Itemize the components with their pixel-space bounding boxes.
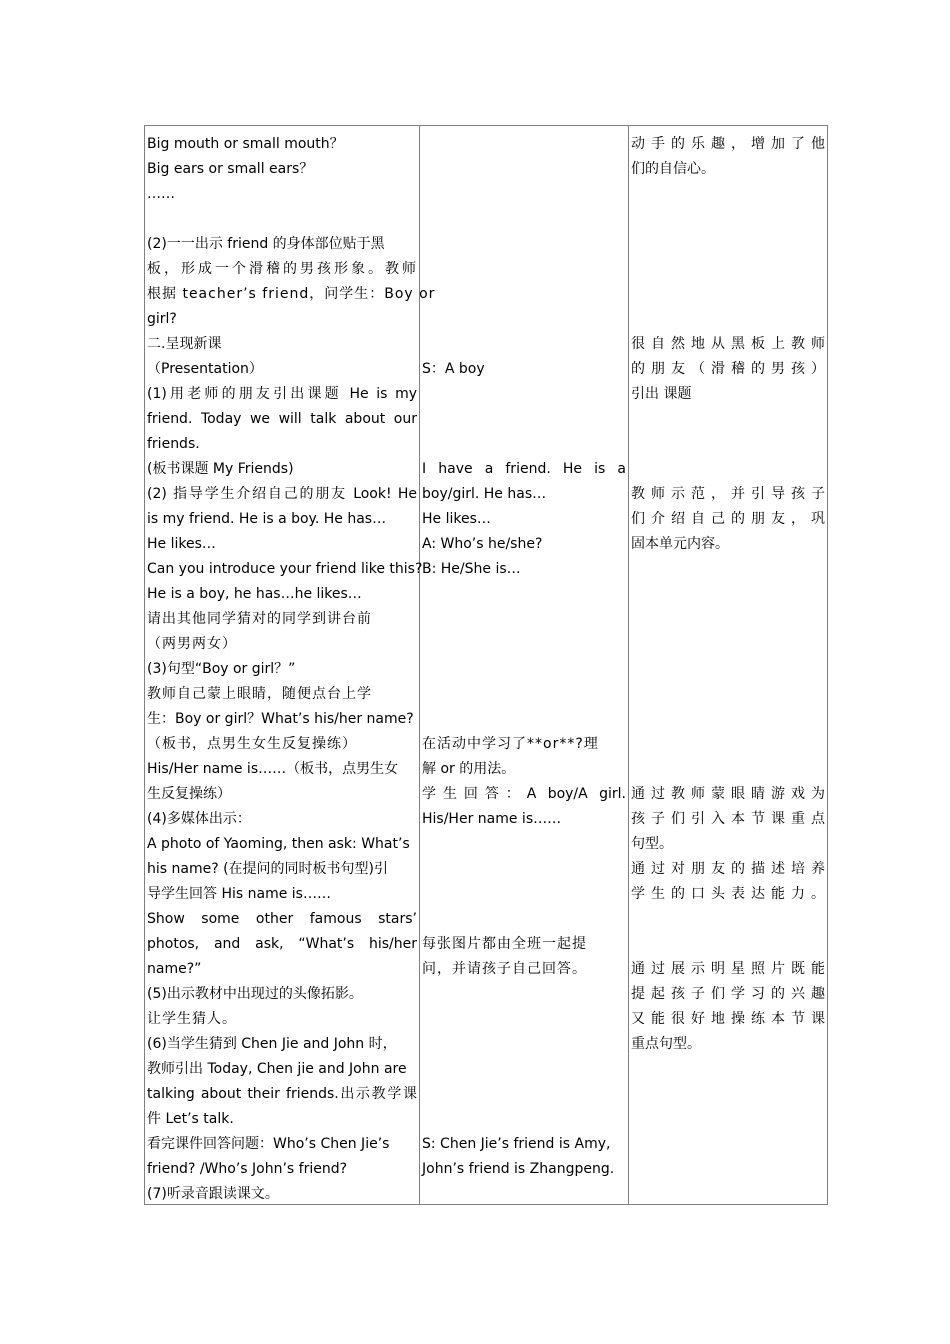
text-line: name?” [147,961,202,977]
text-line: 孩子们引入本节课重点 [631,811,825,827]
text-line: 请出其他同学猜对的同学到讲台前 [147,611,372,627]
text-line: 教师示范，并引导孩子 [631,486,825,502]
text-line: 们介绍自己的朋友，巩 [631,511,825,527]
text-line: girl? [147,311,177,327]
text-line: 引出 课题 [631,386,692,402]
text-line: 固本单元内容。 [631,536,729,552]
text-line: friends. [147,436,200,452]
text-line: 教师自己蒙上眼睛，随便点台上学 [147,686,372,702]
teaching-process-cell [145,126,436,1205]
text-line: boy/girl. He has… [422,486,547,502]
text-line: 问，并请孩子自己回答。 [422,961,587,977]
text-line: (2) 指导学生介绍自己的朋友 Look! He [147,486,417,502]
text-line: 提起孩子们学习的兴趣 [631,986,825,1002]
text-line: (1)用老师的朋友引出课题 He is my [147,386,417,402]
text-line: (4)多媒体出示： [147,811,251,827]
text-line: His/Her name is…… [422,811,562,827]
text-line: I have a friend. He is a [422,461,626,477]
text-line: Big ears or small ears？ [147,161,314,177]
text-line: (3)句型“Boy or girl？” [147,661,296,677]
text-line: 通过对朋友的描述培养 [631,861,825,877]
text-line: 生：Boy or girl？What’s his/her name? [147,711,414,727]
text-line: 板，形成一个滑稽的男孩形象。教师 [147,261,417,277]
text-line: 二.呈现新课 [147,336,222,352]
text-line: (7)听录音跟读课文。 [147,1186,279,1202]
text-line: (2)一一出示 friend 的身体部位贴于黑 [147,236,385,252]
text-line: his name? (在提问的同时板书句型)引 [147,861,389,877]
text-line: John’s friend is Zhangpeng. [422,1161,615,1177]
text-line: talking about their friends.出示教学课 [147,1086,417,1102]
text-line: （Presentation） [147,361,263,377]
text-line: B: He/She is… [422,561,521,577]
text-line: S: Chen Jie’s friend is Amy, [422,1136,611,1152]
text-line: 件 Let’s talk. [147,1111,234,1127]
text-line: 让学生猜人。 [147,1011,237,1027]
text-line: friend? /Who’s John’s friend? [147,1161,348,1177]
student-activity-cell [420,126,629,1205]
text-line: He likes… [147,536,216,552]
text-line: 又能很好地操练本节课 [631,1011,825,1027]
text-line: Show some other famous stars’ [147,911,417,927]
text-line: His/Her name is……（板书，点男生女 [147,761,399,777]
text-line: 的朋友（滑稽的男孩） [631,361,825,377]
text-line: 教师引出 Today, Chen jie and John are [147,1061,407,1077]
text-line: 学生回答：A boy/A girl. [422,786,626,802]
text-line: (板书课题 My Friends) [147,461,294,477]
text-line: （两男两女） [147,636,237,652]
text-line: friend. Today we will talk about our [147,411,417,427]
text-line: 根据 teacher’s friend，问学生：Boy or [147,286,436,302]
text-line: 在活动中学习了**or**?理 [422,736,599,752]
text-line: 们的自信心。 [631,161,715,177]
text-line: A photo of Yaoming, then ask: What’s [147,836,410,852]
text-line: 很自然地从黑板上教师 [631,336,825,352]
text-line: Big mouth or small mouth？ [147,136,344,152]
text-line: 动手的乐趣，增加了他 [631,136,825,152]
text-line: photos, and ask, “What’s his/her [147,936,417,952]
text-line: …… [147,186,175,202]
text-line: Can you introduce your friend like this? [147,561,423,577]
text-line: 通过教师蒙眼睛游戏为 [631,786,825,802]
text-line: S：A boy [422,361,485,377]
design-intent-cell [629,126,828,1205]
text-line: 重点句型。 [631,1036,701,1052]
lesson-plan-table [144,125,828,1205]
text-line: (6)当学生猜到 Chen Jie and John 时， [147,1036,397,1052]
text-line: is my friend. He is a boy. He has… [147,511,387,527]
text-line: 解 or 的用法。 [422,761,516,777]
text-line: （板书，点男生女生反复操练） [147,736,357,752]
text-line: 生反复操练） [147,786,231,802]
text-line: 每张图片都由全班一起提 [422,936,587,952]
text-line: 句型。 [631,836,673,852]
text-line: A: Who’s he/she? [422,536,543,552]
text-line: 通过展示明星照片既能 [631,961,825,977]
text-line: 看完课件回答问题：Who’s Chen Jie’s [147,1136,390,1152]
text-line: 学生的口头表达能力。 [631,886,825,902]
table-row [145,126,828,1205]
text-line: He is a boy, he has…he likes… [147,586,362,602]
text-line: 导学生回答 His name is…… [147,886,331,902]
text-line: (5)出示教材中出现过的头像拓影。 [147,986,363,1002]
text-line: He likes… [422,511,491,527]
